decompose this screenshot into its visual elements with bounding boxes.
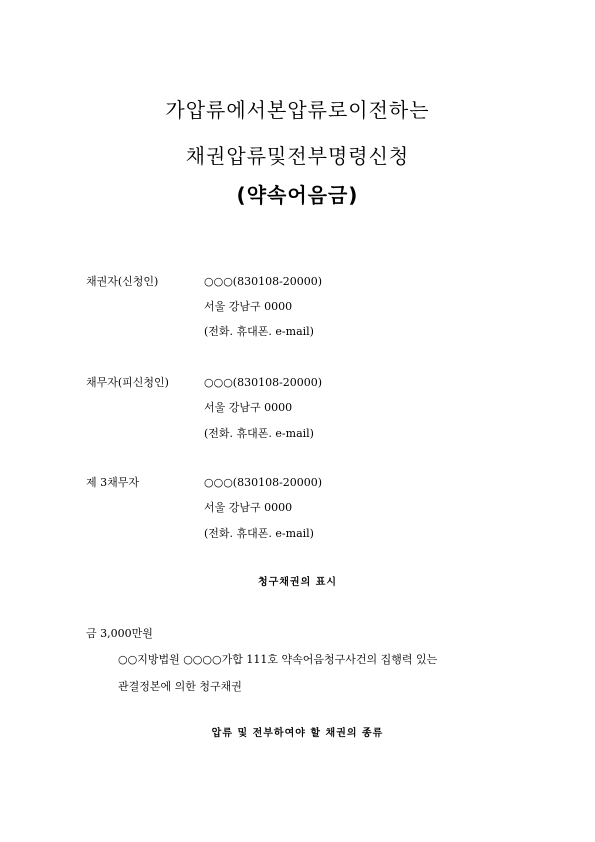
party-contact: (전화. 휴대폰. e-mail) bbox=[204, 325, 314, 338]
claim-section-heading: 청구채권의 표시 bbox=[257, 577, 338, 588]
claim-description-line-2: 관결정본에 의한 청구채권 bbox=[118, 680, 242, 693]
party-label: 채무자(피신청인) bbox=[86, 376, 169, 389]
party-contact: (전화. 휴대폰. e-mail) bbox=[204, 527, 314, 540]
party-label: 채권자(신청인) bbox=[86, 275, 159, 288]
claim-amount: 금 3,000만원 bbox=[86, 627, 153, 640]
party-address: 서울 강남구 0000 bbox=[204, 300, 293, 313]
party-label: 제 3채무자 bbox=[86, 476, 139, 489]
seizure-section-heading: 압류 및 전부하여야 할 채권의 종류 bbox=[211, 728, 384, 739]
document-title-line-3: (약속어음금) bbox=[236, 183, 359, 207]
party-name-id: ○○○(830108-20000) bbox=[204, 275, 323, 288]
party-name-id: ○○○(830108-20000) bbox=[204, 476, 323, 489]
party-name-id: ○○○(830108-20000) bbox=[204, 376, 323, 389]
document-title-line-1: 가압류에서본압류로이전하는 bbox=[165, 98, 430, 122]
document-title-line-2: 채권압류및전부명령신청 bbox=[185, 144, 410, 168]
party-address: 서울 강남구 0000 bbox=[204, 501, 293, 514]
party-address: 서울 강남구 0000 bbox=[204, 401, 293, 414]
claim-description-line-1: ○○지방법원 ○○○○가합 111호 약속어음청구사건의 집행력 있는 bbox=[118, 653, 438, 666]
party-contact: (전화. 휴대폰. e-mail) bbox=[204, 427, 314, 440]
